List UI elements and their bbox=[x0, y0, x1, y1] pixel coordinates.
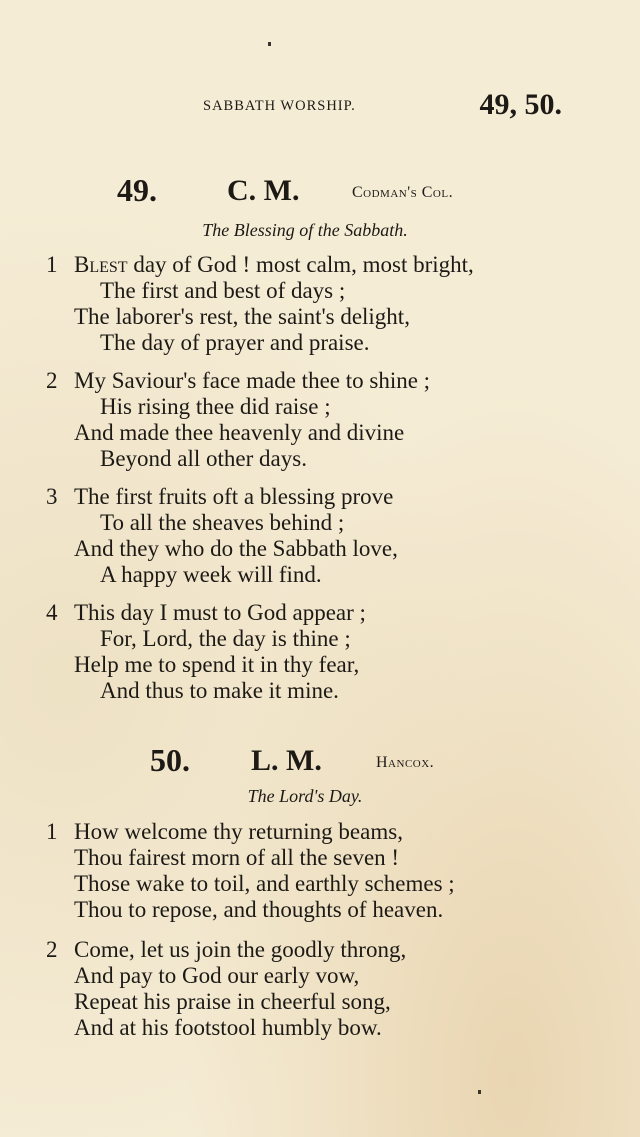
stanza-number: 2 bbox=[46, 368, 58, 393]
verse-line: Help me to spend it in thy fear, bbox=[74, 652, 360, 677]
verse-line: The first and best of days ; bbox=[100, 278, 346, 303]
verse-line: Those wake to toil, and earthly schemes ; bbox=[74, 871, 455, 896]
verse-line: A happy week will find. bbox=[100, 562, 322, 587]
hymn-tune: Hancox. bbox=[376, 754, 435, 771]
hymn-49-header bbox=[0, 172, 640, 212]
verse-line: My Saviour's face made thee to shine ; bbox=[74, 368, 431, 393]
running-head bbox=[0, 88, 640, 122]
hymn-number: 50. bbox=[150, 742, 190, 778]
verse-line: And at his footstool humbly bow. bbox=[74, 1015, 382, 1040]
hymn-meter: L. M. bbox=[251, 744, 322, 777]
hymn-49-subtitle: The Blessing of the Sabbath. bbox=[202, 220, 408, 240]
verse-line: Come, let us join the goodly throng, bbox=[74, 937, 407, 962]
hymn-tune: Codman's Col. bbox=[352, 184, 454, 201]
stanza-number: 1 bbox=[46, 252, 58, 277]
verse-line: Repeat his praise in cheerful song, bbox=[74, 989, 391, 1014]
verse-line: And pay to God our early vow, bbox=[74, 963, 360, 988]
verse-line: How welcome thy returning beams, bbox=[74, 819, 403, 844]
running-head-title: SABBATH WORSHIP. bbox=[203, 98, 356, 114]
verse-line: Thou to repose, and thoughts of heaven. bbox=[74, 897, 444, 922]
verse-first-word: Blest bbox=[74, 252, 128, 277]
verse-line: To all the sheaves behind ; bbox=[100, 510, 345, 535]
verse-line: And they who do the Sabbath love, bbox=[74, 536, 398, 561]
verse-line: For, Lord, the day is thine ; bbox=[100, 626, 351, 651]
verse-line bbox=[74, 252, 474, 278]
verse-line-rest: day of God ! most calm, most bright, bbox=[127, 252, 474, 277]
running-head-numbers: 49, 50. bbox=[479, 88, 562, 121]
stanza-number: 2 bbox=[46, 937, 58, 962]
hymn-50-header bbox=[0, 742, 640, 782]
hymn-50-subtitle: The Lord's Day. bbox=[247, 786, 363, 806]
verse-line: His rising thee did raise ; bbox=[100, 394, 331, 419]
stanza-number: 3 bbox=[46, 484, 58, 509]
verse-line: This day I must to God appear ; bbox=[74, 600, 366, 625]
verse-line: The first fruits oft a blessing prove bbox=[74, 484, 394, 509]
stanza-number: 4 bbox=[46, 600, 58, 625]
verse-line: Thou fairest morn of all the seven ! bbox=[74, 845, 400, 870]
printer-mark-bottom bbox=[478, 1090, 481, 1094]
hymn-meter: C. M. bbox=[227, 174, 300, 207]
hymn-number: 49. bbox=[117, 172, 157, 208]
verse-line: The laborer's rest, the saint's delight, bbox=[74, 304, 410, 329]
verse-line: Beyond all other days. bbox=[100, 446, 307, 471]
stanza-number: 1 bbox=[46, 819, 58, 844]
verse-line: And made thee heavenly and divine bbox=[74, 420, 405, 445]
printer-mark-top bbox=[268, 42, 271, 46]
verse-line: And thus to make it mine. bbox=[100, 678, 339, 703]
verse-line: The day of prayer and praise. bbox=[100, 330, 370, 355]
